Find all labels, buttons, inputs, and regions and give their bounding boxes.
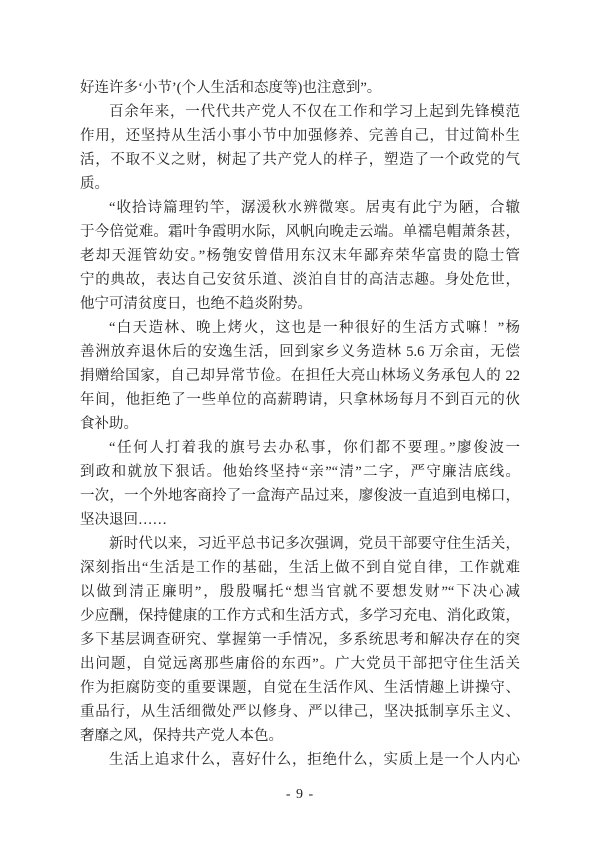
page-number: - 9 -	[285, 787, 315, 802]
text-line: 多下基层调查研究、掌握第一手情况，多系统思考和解决存在的突	[80, 632, 520, 648]
text-line: 好连许多‘小节’(个人生活和态度等)也注意到”。	[80, 80, 382, 96]
text-line: 宁的典故，表达自己安贫乐道、淡泊自甘的高洁志趣。身处危世，	[80, 272, 520, 288]
text-line: 以做到清正廉明”，殷殷嘱托“想当官就不要想发财”“下决心减	[80, 584, 520, 600]
text-line: 深刻指出“生活是工作的基础，生活上做不到自觉自律，工作就难	[80, 560, 520, 576]
text-line: 作为拒腐防变的重要课题，自觉在生活作风、生活情趣上讲操守、	[80, 680, 520, 696]
text-line: 重品行，从生活细微处严以修身、严以律己，坚决抵制享乐主义、	[80, 704, 520, 720]
text-line: 捐赠给国家，自己却异常节俭。在担任大亮山林场义务承包人的 22	[80, 368, 520, 384]
text-line: “任何人打着我的旗号去办私事，你们都不要理。”廖俊波一	[109, 440, 520, 456]
text-line: 少应酬，保持健康的工作方式和生活方式，多学习充电、消化政策，	[80, 608, 520, 624]
text-line: “白天造林、晚上烤火，这也是一种很好的生活方式嘛！”杨	[109, 320, 520, 336]
text-line: 百余年来，一代代共产党人不仅在工作和学习上起到先锋模范	[109, 104, 520, 120]
document-text-block	[80, 76, 520, 772]
text-line: 于今倍觉难。霜叶争霞明水际，风帆向晚走云端。单襦皂帽萧条甚，	[80, 224, 520, 240]
text-line: 坚决退回……	[80, 512, 167, 528]
text-line: 一次，一个外地客商拎了一盒海产品过来，廖俊波一直追到电梯口，	[80, 488, 520, 504]
text-line: 年间，他拒绝了一些单位的高薪聘请，只拿林场每月不到百元的伙	[80, 392, 520, 408]
text-line: “收拾诗篇理钓竿，潺湲秋水辨微寒。居夷有此宁为陋，合辙	[109, 200, 520, 216]
text-line: 老却天涯管幼安。”杨匏安曾借用东汉末年鄙弃荣华富贵的隐士管	[80, 248, 520, 264]
text-line: 活，不取不义之财，树起了共产党人的样子，塑造了一个政党的气	[80, 152, 520, 168]
text-line: 善洲放弃退休后的安逸生活，回到家乡义务造林 5.6 万余亩，无偿	[80, 344, 520, 360]
text-line: 他宁可清贫度日，也绝不趋炎附势。	[80, 296, 312, 312]
text-line: 作用，还坚持从生活小事小节中加强修养、完善自己，甘过简朴生	[80, 128, 520, 144]
text-line: 新时代以来，习近平总书记多次强调，党员干部要守住生活关，	[109, 536, 520, 552]
text-line: 奢靡之风，保持共产党人本色。	[80, 728, 283, 744]
text-line: 到政和就放下狠话。他始终坚持“亲”“清”二字，严守廉洁底线。	[80, 464, 520, 480]
text-line: 生活上追求什么，喜好什么，拒绝什么，实质上是一个人内心	[109, 752, 520, 768]
text-line: 出问题，自觉远离那些庸俗的东西”。广大党员干部把守住生活关	[80, 656, 520, 672]
text-line: 食补助。	[80, 416, 138, 432]
text-line: 质。	[80, 176, 109, 192]
